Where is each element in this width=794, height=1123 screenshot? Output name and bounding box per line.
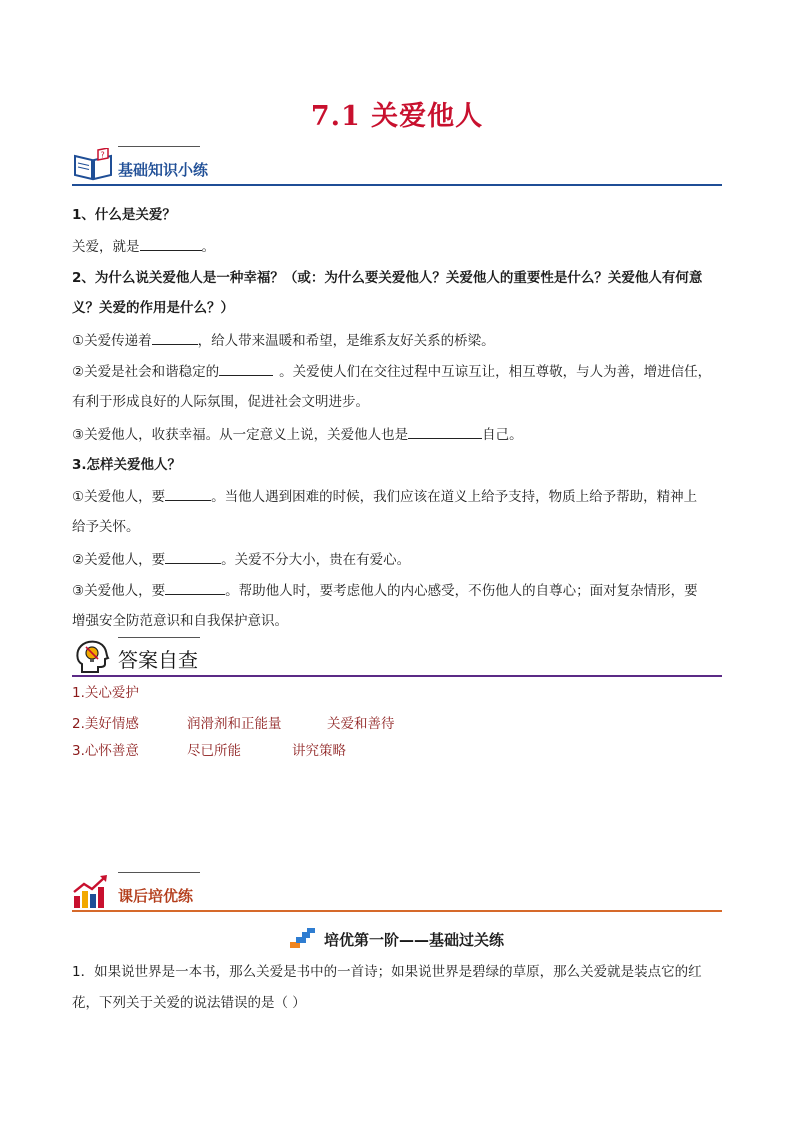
section-label: 答案自查 xyxy=(118,648,198,672)
subsection-header xyxy=(0,928,794,950)
section-header-answers xyxy=(72,637,722,677)
question-3-point-2 xyxy=(72,549,724,570)
text: 。当他人遇到困难的时候，我们应该在道义上给予支持，物质上给予帮助，精神上 xyxy=(211,489,698,505)
fill-blank xyxy=(165,486,211,501)
question-3-point-1 xyxy=(72,486,724,507)
section-label: 基础知识小练 xyxy=(118,161,209,179)
page-title: 7.1 关爱他人 xyxy=(310,101,484,132)
answer-2-3: 关爱和善待 xyxy=(327,716,395,732)
answer-3-2: 尽已所能 xyxy=(187,743,241,759)
fill-blank xyxy=(152,330,198,345)
book-icon xyxy=(72,148,114,182)
practice-question-1-line1: 1．如果说世界是一本书，那么关爱是书中的一首诗；如果说世界是碧绿的草原，那么关爱就是装点它的红 xyxy=(72,964,702,980)
subsection-label: 培优第一阶——基础过关练 xyxy=(323,931,504,949)
head-lightbulb-icon xyxy=(72,639,114,673)
fill-blank xyxy=(165,580,225,595)
text: 。关爱不分大小，贵在有爱心。 xyxy=(221,552,411,568)
text: ②关爱他人，要 xyxy=(72,552,166,568)
answer-3-3: 讲究策略 xyxy=(292,743,346,759)
section-rule xyxy=(72,910,722,912)
text: ①关爱他人，要 xyxy=(72,489,166,505)
text: ③关爱他人，收获幸福。从一定意义上说，关爱他人也是 xyxy=(72,427,409,443)
text: 。帮助他人时，要考虑他人的内心感受，不伤他人的自尊心；面对复杂情形，要 xyxy=(225,583,698,599)
text: ①关爱传递着 xyxy=(72,333,152,349)
question-2-point-1 xyxy=(72,330,724,351)
question-2-title-line1: 2、为什么说关爱他人是一种幸福？（或：为什么要关爱他人？关爱他人的重要性是什么？关爱他人有何意 xyxy=(72,270,703,286)
question-3-point-3-cont: 增强安全防范意识和自我保护意识。 xyxy=(72,613,288,629)
text: 自己。 xyxy=(482,427,523,443)
answer-2-1: 2.美好情感 xyxy=(72,716,139,732)
fill-blank xyxy=(408,424,482,439)
section-top-line xyxy=(118,872,200,873)
fill-blank xyxy=(140,236,202,251)
text: 。关爱使人们在交往过程中互谅互让，相互尊敬，与人为善，增进信任， xyxy=(279,364,712,380)
practice-question-1-line2: 花，下列关于关爱的说法错误的是（ ） xyxy=(72,995,306,1011)
section-top-line xyxy=(118,146,200,147)
section-label: 课后培优练 xyxy=(118,887,194,905)
question-2-title-line2: 义？关爱的作用是什么？） xyxy=(72,300,234,316)
section-rule xyxy=(72,675,722,677)
fill-blank xyxy=(165,549,221,564)
answer-2-2: 润滑剂和正能量 xyxy=(187,716,282,732)
question-2-point-2-cont: 有利于形成良好的人际氛围，促进社会文明进步。 xyxy=(72,394,369,410)
answer-3-1: 3.心怀善意 xyxy=(72,743,139,759)
text: ②关爱是社会和谐稳定的 xyxy=(72,364,220,380)
text: 。 xyxy=(201,239,215,255)
section-header-practice xyxy=(72,872,722,912)
text: ③关爱他人，要 xyxy=(72,583,166,599)
section-top-line xyxy=(118,637,200,638)
section-rule xyxy=(72,184,722,186)
question-2-point-2 xyxy=(72,361,724,382)
question-2-point-3 xyxy=(72,424,724,445)
svg-text:?: ? xyxy=(100,150,105,160)
fill-blank xyxy=(219,361,273,376)
growth-chart-icon xyxy=(72,874,114,908)
text: 关爱，就是 xyxy=(72,239,140,255)
answer-1: 1.关心爱护 xyxy=(72,685,139,701)
text: ，给人带来温暖和希望，是维系友好关系的桥梁。 xyxy=(197,333,495,349)
section-header-basic xyxy=(72,146,722,186)
question-3-title: 3.怎样关爱他人？ xyxy=(72,457,182,473)
stairs-icon xyxy=(290,928,316,948)
question-1-title: 1、什么是关爱？ xyxy=(72,207,176,223)
question-1-answer xyxy=(72,236,724,257)
question-3-point-3 xyxy=(72,580,724,601)
question-3-point-1-cont: 给予关怀。 xyxy=(72,519,140,535)
